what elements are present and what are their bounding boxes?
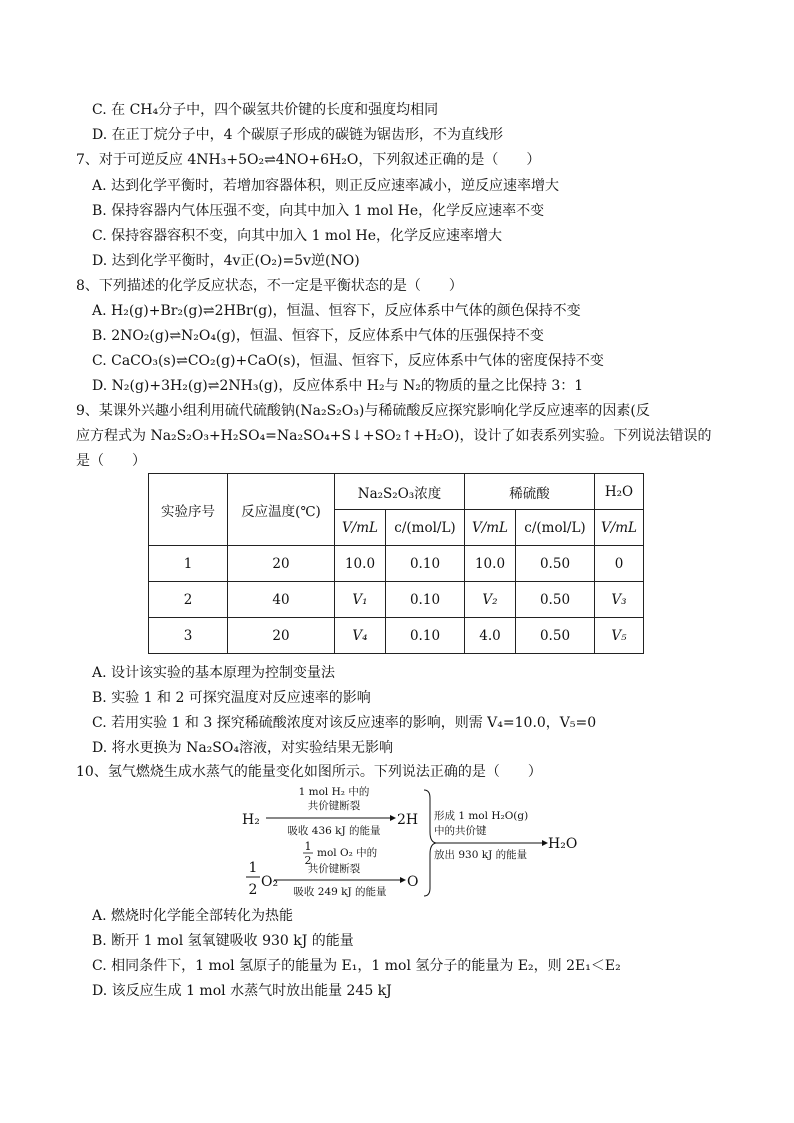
diagram-form-1: 形成 1 mol H₂O(g) xyxy=(434,810,529,822)
table-cell: V₁ xyxy=(335,582,386,618)
diagram-h2-arrowhead xyxy=(390,815,396,821)
sub-v-na: V/mL xyxy=(335,510,386,546)
diagram-o: O xyxy=(407,874,419,890)
header-temp: 反应温度(℃) xyxy=(228,474,335,546)
table-row xyxy=(149,582,644,618)
diagram-o2-top-2: 共价键断裂 xyxy=(307,863,361,875)
table-cell: V₃ xyxy=(595,582,644,618)
table-cell: 0.50 xyxy=(516,618,595,654)
question-9-stem-line-1: 9、某课外兴趣小组利用硫代硫酸钠(Na₂S₂O₃)与稀硫酸反应探究影响化学反应速率的因素(反 xyxy=(76,403,650,419)
sub-c-acid: c/(mol/L) xyxy=(516,510,595,546)
question-9-option-b: B. 实验 1 和 2 可探究温度对反应速率的影响 xyxy=(92,690,371,706)
diagram-h2-top-1: 1 mol H₂ 中的 xyxy=(298,786,370,798)
question-7-stem: 7、对于可逆反应 4NH₃+5O₂⇌4NO+6H₂O，下列叙述正确的是（ ） xyxy=(76,152,541,168)
sub-v-water: V/mL xyxy=(595,510,644,546)
header-na2s2o3: Na₂S₂O₃浓度 xyxy=(335,474,465,510)
question-8-option-d: D. N₂(g)+3H₂(g)⇌2NH₃(g)，反应体系中 H₂与 N₂的物质的量之比保持 3：1 xyxy=(92,378,584,394)
question-9-stem-line-3: 是（ ） xyxy=(76,453,146,469)
table-cell: 0 xyxy=(595,546,644,582)
table-row xyxy=(149,546,644,582)
diagram-form-bottom: 放出 930 kJ 的能量 xyxy=(434,849,528,861)
question-7-option-d: D. 达到化学平衡时，4v正(O₂)=5v逆(NO) xyxy=(92,253,360,269)
question-9-option-c: C. 若用实验 1 和 3 探究稀硫酸浓度对该反应速率的影响，则需 V₄=10.0，V₅=0 xyxy=(92,715,597,731)
question-10-option-b: B. 断开 1 mol 氢氧键吸收 930 kJ 的能量 xyxy=(92,933,354,949)
question-10-option-c: C. 相同条件下，1 mol 氢原子的能量为 E₁，1 mol 氢分子的能量为 E₂，则 2E₁＜E₂ xyxy=(92,958,621,974)
question-10-option-d: D. 该反应生成 1 mol 水蒸气时放出能量 245 kJ xyxy=(92,983,392,999)
experiment-table xyxy=(148,473,644,654)
table-cell: V₅ xyxy=(595,618,644,654)
diagram-o2: O₂ xyxy=(261,874,279,890)
question-10-stem: 10、氢气燃烧生成水蒸气的能量变化如图所示。下列说法正确的是（ ） xyxy=(76,764,542,780)
table-cell: 10.0 xyxy=(335,546,386,582)
table-cell: 20 xyxy=(228,546,335,582)
diagram-h2: H₂ xyxy=(242,812,260,828)
header-seq: 实验序号 xyxy=(149,474,228,546)
header-acid: 稀硫酸 xyxy=(465,474,595,510)
table-cell: 2 xyxy=(149,582,228,618)
diagram-2h: 2H xyxy=(397,812,419,828)
table-cell: V₂ xyxy=(465,582,516,618)
question-7-option-b: B. 保持容器内气体压强不变，向其中加入 1 mol He，化学反应速率不变 xyxy=(92,203,545,219)
table-cell: 0.10 xyxy=(386,582,465,618)
question-7-option-c: C. 保持容器容积不变，向其中加入 1 mol He，化学反应速率增大 xyxy=(92,228,503,244)
table-cell: 0.50 xyxy=(516,546,595,582)
sub-c-na: c/(mol/L) xyxy=(386,510,465,546)
table-cell: 10.0 xyxy=(465,546,516,582)
table-cell: 4.0 xyxy=(465,618,516,654)
question-9-option-a: A. 设计该实验的基本原理为控制变量法 xyxy=(92,665,336,681)
diagram-frac-top-den: 2 xyxy=(304,854,312,867)
question-8-stem: 8、下列描述的化学反应状态，不一定是平衡状态的是（ ） xyxy=(76,278,463,294)
option-c-prev: C. 在 CH₄分子中，四个碳氢共价键的长度和强度均相同 xyxy=(92,102,439,118)
energy-diagram xyxy=(236,784,586,900)
question-8-option-c: C. CaCO₃(s)⇌CO₂(g)+CaO(s)，恒温、恒容下，反应体系中气体的密度保持不变 xyxy=(92,353,604,369)
diagram-o2-arrowhead xyxy=(400,877,406,883)
diagram-o2-bottom: 吸收 249 kJ 的能量 xyxy=(293,886,387,898)
table-row xyxy=(149,618,644,654)
diagram-o2-top-1: mol O₂ 中的 xyxy=(317,847,378,859)
option-d-prev: D. 在正丁烷分子中，4 个碳原子形成的碳链为锯齿形，不为直线形 xyxy=(92,127,503,143)
diagram-h2-bottom: 吸收 436 kJ 的能量 xyxy=(287,825,381,837)
table-cell: 0.10 xyxy=(386,546,465,582)
table-cell: 3 xyxy=(149,618,228,654)
table-cell: 0.50 xyxy=(516,582,595,618)
diagram-frac-top-num: 1 xyxy=(304,840,312,853)
diagram-h2o: H₂O xyxy=(548,836,578,852)
table-cell: 0.10 xyxy=(386,618,465,654)
question-7-option-a: A. 达到化学平衡时，若增加容器体积，则正反应速率减小，逆反应速率增大 xyxy=(92,178,560,194)
question-8-option-a: A. H₂(g)+Br₂(g)⇌2HBr(g)，恒温、恒容下，反应体系中气体的颜色保持不变 xyxy=(92,303,581,319)
diagram-form-2: 中的共价键 xyxy=(434,825,487,837)
diagram-frac-left-num: 1 xyxy=(248,860,258,876)
diagram-h2-top-2: 共价键断裂 xyxy=(307,800,361,812)
table-cell: V₄ xyxy=(335,618,386,654)
table-cell: 1 xyxy=(149,546,228,582)
table-cell: 40 xyxy=(228,582,335,618)
table-cell: 20 xyxy=(228,618,335,654)
question-10-option-a: A. 燃烧时化学能全部转化为热能 xyxy=(92,908,294,924)
header-water: H₂O xyxy=(595,474,644,510)
question-9-stem-line-2: 应方程式为 Na₂S₂O₃+H₂SO₄=Na₂SO₄+S↓+SO₂↑+H₂O)，设计了如表系列实验。下列说法错误的 xyxy=(76,428,712,444)
question-8-option-b: B. 2NO₂(g)⇌N₂O₄(g)，恒温、恒容下，反应体系中气体的压强保持不变 xyxy=(92,328,544,344)
diagram-frac-left-den: 2 xyxy=(248,882,258,898)
question-9-option-d: D. 将水更换为 Na₂SO₄溶液，对实验结果无影响 xyxy=(92,740,393,756)
sub-v-acid: V/mL xyxy=(465,510,516,546)
